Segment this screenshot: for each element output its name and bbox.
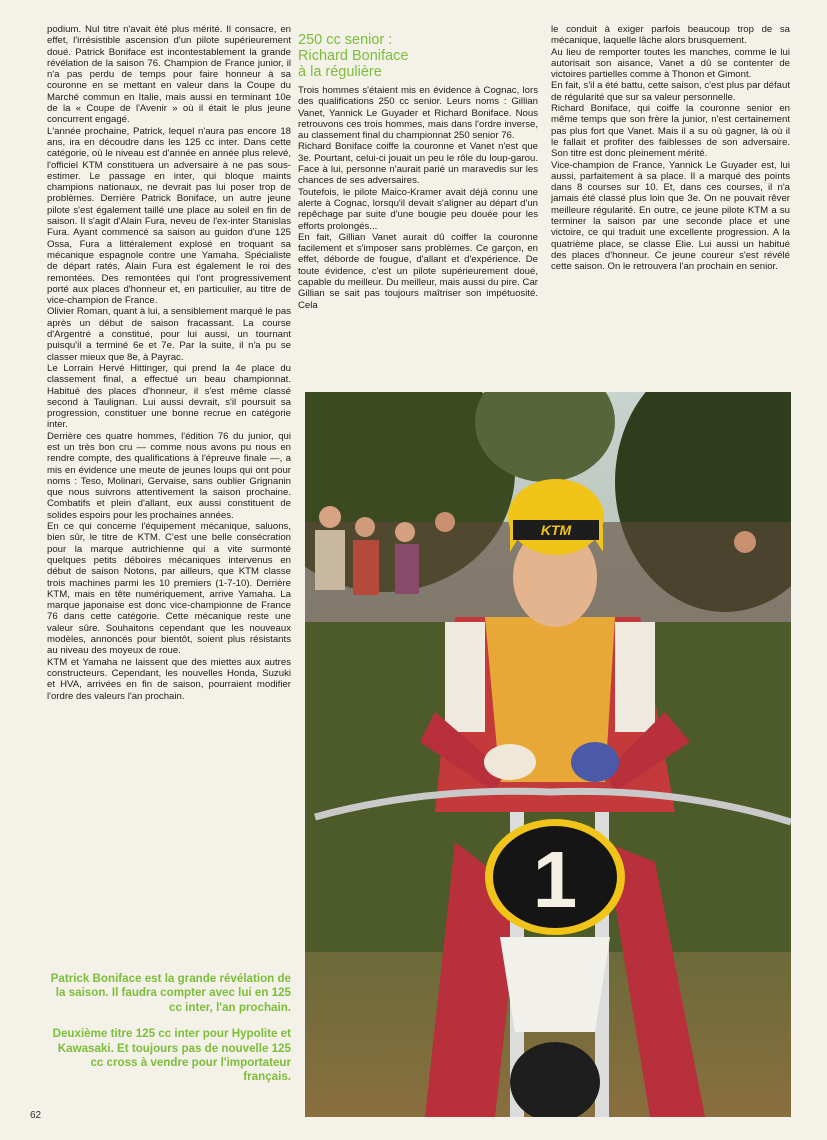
helmet-logo: KTM: [540, 522, 572, 538]
article-column-3: [551, 24, 790, 384]
spectator-body: [395, 544, 419, 594]
paragraph: podium. Nul titre n'avait été plus mérité. Il consacre, en effet, l'irrésistible ascension d'un pilote supérieurement doué. Patrick Boniface est incontestablement la grande révélation de la saison 76. Champion de France junior, il n'a pas perdu de temps pour faire honneur à sa couronne en se mettant en valeur dans la Coupe du Marché commun en Italie, mais aussi en terminant 10e de la « Coupe de l'Avenir » où il était le plus jeune concurrent engagé.: [47, 24, 291, 126]
paragraph: Richard Boniface coiffe la couronne et Vanet n'est que 3e. Pourtant, celui-ci jouait un peu le rôle du loup-garou. Face à lui, personne n'aurait parié un maravedis sur les chances de ses adversaires.: [298, 141, 538, 187]
photo-captions: [47, 972, 291, 1097]
paragraph: Vice-champion de France, Yannick Le Guyader est, lui aussi, parfaitement à sa place. Il a marqué des points dans 8 courses sur 10. Et, dans ces courses, il n'a jamais été classé plus loin que 3e. On ne pouvait rêver meilleure régularité. En outre, ce jeune pilote KTM a su terminer la saison par une seconde place et une victoire, ce qui traduit une excellente progression. A la quatrième place, se classe Elie. Lui aussi un habitué des places d'honneur. Ce jeune coureur s'est révélé cette saison. On le retrouvera l'an prochain en senior.: [551, 159, 790, 273]
jersey-sleeve-left: [445, 622, 485, 732]
race-number: 1: [532, 835, 578, 924]
rider-illustration: [305, 392, 791, 1117]
paragraph: le conduit à exiger parfois beaucoup trop de sa mécanique, laquelle lâche alors brusquement.: [551, 24, 790, 47]
jersey-sleeve-right: [615, 622, 655, 732]
rider-photo: [305, 392, 791, 1117]
headline-line: Richard Boniface: [298, 48, 409, 64]
spectator-head: [319, 506, 341, 528]
article-column-1: [47, 24, 291, 954]
paragraph: Le Lorrain Hervé Hittinger, qui prend la 4e place du classement final, a effectué un beau championnat. Habitué des places d'honneur, il s'est même classé second à Taulignan. Lui aussi devrait, s'il poursuit sa progression, constituer une bonne recrue en catégorie inter.: [47, 362, 291, 431]
paragraph: Trois hommes s'étaient mis en évidence à Cognac, lors des qualifications 250 cc senior. Leurs noms : Gillian Vanet, Yannick Le Guyader et Richard Boniface. Nous retrouvons ces trois hommes, mais dans l'ordre inverse, au classement final du championnat 250 senior 76.: [298, 85, 538, 142]
paragraph: L'année prochaine, Patrick, lequel n'aura pas encore 18 ans, ira en découdre dans les 125 cc inter. Dans cette catégorie, où le niveau est d'année en année plus relevé, l'officiel KTM constituera un adversaire à ne pas sous-estimer. Le passage en inter, qui bloque maints champions nationaux, ne devrait pas lui poser trop de problèmes. Derrière Patrick Boniface, un autre jeune pilote s'est également taillé une place au soleil en fin de saison. Il s'agit d'Alain Fura, neveu de l'ex-inter Stanislas Fura. Ayant commencé sa saison au guidon d'une 125 Ossa, Fura a littéralement explosé en troquant sa mécanique espagnole contre une Yamaha. Spécialiste de départ ratés, Alain Fura est également le roi des remontées. Des remontées qui l'ont progressivement porté aux places d'honneur et, en particulier, au titre de vice-champion de France.: [47, 125, 291, 307]
article-column-2: [298, 32, 538, 384]
paragraph: En fait, Gillian Vanet aurait dû coiffer la couronne facilement et s'imposer sans problèmes. Ce garçon, en effet, déborde de fougue, d'allant et d'expérience. De toute évidence, c'est un pilote supérieurement doué, capable du meilleur. Du meilleur, mais aussi du pire. Car Gillian se sait pas toujours maîtriser son impétuosité. Cela: [298, 231, 538, 311]
spectator-body: [315, 530, 345, 590]
helmet-dome: [508, 479, 604, 555]
spectator-head: [734, 531, 756, 553]
headline-line: 250 cc senior :: [298, 32, 393, 48]
glove-right: [571, 742, 619, 782]
headline-line: à la régulière: [298, 64, 382, 80]
paragraph: KTM et Yamaha ne laissent que des miettes aux autres constructeurs. Cependant, les nouvelles Honda, Suzuki et HVA, arrivées en fin de saison, pourraient modifier l'ordre des valeurs l'an prochain.: [47, 656, 291, 702]
paragraph: Olivier Roman, quant à lui, a sensiblement marqué le pas après un début de saison fracassant. La course d'Argentré a constitué, pour lui aussi, un tournant puisqu'il a terminé 6e et 7e. Par la suite, il n'a pu se classer mieux que 8e, à Payrac.: [47, 306, 291, 363]
paragraph: En fait, s'il a été battu, cette saison, c'est plus par défaut de régularité que sur sa valeur personnelle.: [551, 80, 790, 103]
section-headline: [298, 32, 538, 80]
paragraph: Au lieu de remporter toutes les manches, comme le lui autorisait son aisance, Vanet a dû se contenter de victoires partielles comme à Thonon et Gimont.: [551, 46, 790, 81]
front-fender: [500, 937, 610, 1032]
paragraph: En ce qui concerne l'équipement mécanique, saluons, bien sûr, le titre de KTM. C'est une belle consécration pour la marque autrichienne qui a vite surmonté quelques petits déboires mécaniques intervenus en début de saison Notons, par ailleurs, que KTM classe trois machines parmi les 10 premiers (1-7-10). Derrière KTM, mais en tête numériquement, arrive Yamaha. La marque japonaise est donc vice-championne de France 76 dans cette catégorie. Cette mécanique reste une valeur sûre. Souhaitons cependant que les nouveaux modèles, annoncés pour bientôt, soient plus résistants au niveau des moyeux de roue.: [47, 521, 291, 657]
caption: Patrick Boniface est la grande révélation de la saison. Il faudra compter avec lui en 125 cc inter, l'an prochain.: [50, 972, 291, 1014]
caption: Deuxième titre 125 cc inter pour Hypolite et Kawasaki. Et toujours pas de nouvelle 125 cc cross à vendre pour l'importateur français.: [52, 1027, 291, 1084]
page-number: 62: [30, 1110, 42, 1121]
spectator-head: [435, 512, 455, 532]
spectator-body: [353, 540, 379, 595]
paragraph: Toutefois, le pilote Maico-Kramer avait déjà connu une alerte à Cognac, lorsqu'il devait s'aligner au départ d'un repêchage par suite d'une bougie peu douée pour les efforts prolongés...: [298, 186, 538, 232]
glove-left: [484, 744, 536, 780]
spectator-head: [395, 522, 415, 542]
spectator-head: [355, 517, 375, 537]
paragraph: Richard Boniface, qui coiffe la couronne senior en même temps que son frère la junior, n'est certainement pas plus fort que Vanet. Mais il a su où gagner, là où il le fallait et profiter des faiblesses de son adversaire. Son titre est donc pleinement mérité.: [551, 103, 790, 160]
paragraph: Derrière ces quatre hommes, l'édition 76 du junior, qui est un très bon cru — comme nous avons pu nous en rendre compte, des qualifications à l'épreuve finale —, a mis en évidence une meute de jeunes loups qui ont pour noms : Teso, Molinari, Gervaise, sans oublier Grignanin que nous suivrons attentivement la saison prochaine. Combatifs et plein d'allant, eux aussi constituent de solides espoirs pour les prochaines années.: [47, 430, 291, 521]
